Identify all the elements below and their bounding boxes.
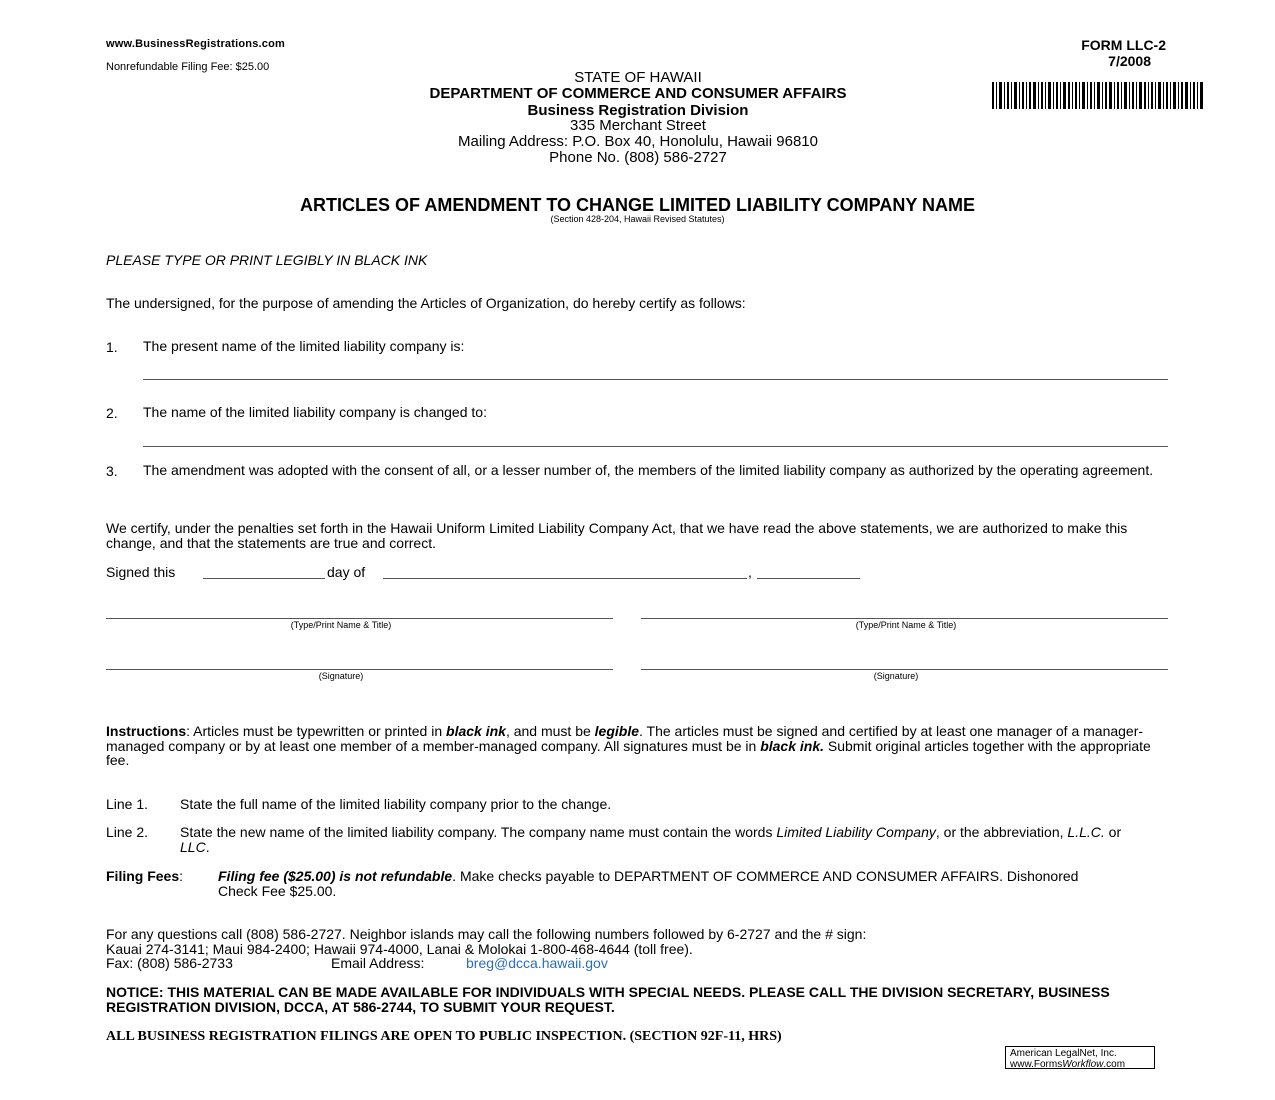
item-number: 2.	[106, 405, 118, 421]
barcode	[990, 82, 1206, 109]
notice-text: NOTICE: THIS MATERIAL CAN BE MADE AVAILABLE FOR INDIVIDUALS WITH SPECIAL NEEDS. PLEASE CALL THE DIVISION SECRETARY, BUSINESS REGISTRATION DIVISION, DCCA, AT 586-2744, TO SUBMIT YOUR REQUEST.	[106, 984, 1110, 1015]
statute-reference: (Section 428-204, Hawaii Revised Statutes)	[550, 214, 725, 224]
form-date: 7/2008	[1108, 53, 1151, 69]
intro-text: The undersigned, for the purpose of amending the Articles of Organization, do hereby certify as follows:	[106, 295, 746, 311]
instructions-emphasis: black ink	[446, 723, 506, 739]
email-label: Email Address:	[331, 955, 425, 971]
item-number: 3.	[106, 463, 118, 479]
fax-number: Fax: (808) 586-2733	[106, 955, 233, 971]
contact-line: For any questions call (808) 586-2727. Neighbor islands may call the following numbers followed by 6-2727 and the # sign:	[106, 926, 867, 942]
page-title: ARTICLES OF AMENDMENT TO CHANGE LIMITED LIABILITY COMPANY NAME	[300, 195, 975, 215]
signature-caption: (Signature)	[318, 671, 364, 681]
division-name: Business Registration Division	[527, 102, 749, 119]
filing-fee-detail: . Make checks payable to DEPARTMENT OF COMMERCE AND CONSUMER AFFAIRS. Dishonored Check Fee $25.00.	[218, 868, 1079, 899]
instructions-emphasis: black ink.	[760, 737, 824, 754]
email-link[interactable]: breg@dcca.hawaii.gov	[466, 955, 608, 971]
publisher-url-part: www.Forms	[1010, 1059, 1063, 1070]
type-print-instruction: PLEASE TYPE OR PRINT LEGIBLY IN BLACK INK	[106, 252, 428, 268]
publisher-url-part: Workflow	[1062, 1059, 1104, 1070]
filing-fees-title: Filing Fees	[106, 868, 180, 884]
instructions-text: , and must be	[505, 723, 595, 739]
line-label: Line 1.	[106, 796, 149, 812]
phone-number: Phone No. (808) 586-2727	[549, 149, 727, 166]
line-text-part: .	[205, 838, 210, 855]
present-name-field[interactable]	[143, 379, 1168, 380]
filing-fees-colon: :	[179, 868, 184, 884]
line-text-emphasis: L.L.C.	[1067, 824, 1105, 840]
line-text-part: , or the abbreviation,	[935, 824, 1068, 840]
line-label: Line 2.	[106, 824, 149, 840]
publisher-box	[1005, 1046, 1155, 1069]
filing-fee-emphasis: Filing fee ($25.00) is not refundable	[218, 868, 453, 884]
form-number: FORM LLC-2	[1081, 37, 1166, 53]
instructions-paragraph	[106, 724, 1166, 768]
state-name: STATE OF HAWAII	[574, 69, 702, 86]
filing-fees-text	[218, 869, 1118, 898]
name-title-field-right[interactable]	[641, 618, 1168, 619]
item-text: The name of the limited liability company is changed to:	[143, 404, 487, 420]
certification-text: We certify, under the penalties set forth in the Hawaii Uniform Limited Liability Company Act, that we have read the above statements, we are authorized to make this change, and that the statements are true and correct.	[106, 520, 1128, 551]
line-text: State the full name of the limited liability company prior to the change.	[180, 796, 612, 812]
instructions-text: . The articles must be signed and certified by at least one manager of a manager-managed company or by at least one member of a member-managed company. All signatures must be in	[106, 723, 1144, 754]
filing-fee-note: Nonrefundable Filing Fee: $25.00	[106, 61, 270, 73]
contact-line: Kauai 274-3141; Maui 984-2400; Hawaii 974-4000, Lanai & Molokai 1-800-468-4644 (toll free).	[106, 941, 693, 957]
day-field[interactable]	[203, 578, 325, 579]
name-title-caption: (Type/Print Name & Title)	[290, 620, 392, 630]
publisher-url	[1010, 1059, 1154, 1070]
publisher-name: American LegalNet, Inc.	[1010, 1048, 1117, 1059]
instructions-text: : Articles must be typewritten or printed in	[186, 723, 447, 739]
item-number: 1.	[106, 339, 118, 355]
instructions-label: Instructions	[106, 723, 187, 739]
new-name-field[interactable]	[143, 446, 1168, 447]
signature-field-left[interactable]	[106, 669, 613, 670]
day-of-label: day of	[327, 564, 366, 580]
item-text: The present name of the limited liability company is:	[143, 338, 465, 354]
department-name: DEPARTMENT OF COMMERCE AND CONSUMER AFFAIRS	[429, 85, 847, 102]
month-field[interactable]	[383, 578, 747, 579]
instructions-emphasis: legible	[594, 723, 640, 739]
item-text: The amendment was adopted with the consent of all, or a lesser number of, the members of the limited liability company as authorized by the operating agreement.	[143, 462, 1154, 478]
website-url: www.BusinessRegistrations.com	[106, 38, 285, 50]
signature-caption: (Signature)	[873, 671, 919, 681]
mailing-address: Mailing Address: P.O. Box 40, Honolulu, Hawaii 96810	[458, 133, 818, 150]
public-inspection-text: ALL BUSINESS REGISTRATION FILINGS ARE OPEN TO PUBLIC INSPECTION. (SECTION 92F-11, HRS)	[106, 1029, 782, 1044]
line-text-part: State the new name of the limited liability company. The company name must contain the words	[180, 824, 777, 840]
street-address: 335 Merchant Street	[570, 117, 706, 134]
date-comma: ,	[748, 564, 752, 580]
line-text	[180, 825, 1130, 854]
form-id	[1000, 37, 1166, 69]
name-title-caption: (Type/Print Name & Title)	[855, 620, 957, 630]
name-title-field-left[interactable]	[106, 618, 613, 619]
line-text-emphasis: Limited Liability Company	[776, 824, 936, 840]
year-field[interactable]	[757, 578, 860, 579]
filing-fees-label	[106, 869, 183, 884]
signed-this-label: Signed this	[106, 564, 176, 580]
line-text-part: or	[1104, 824, 1122, 840]
instructions-text: Submit original articles together with the appropriate fee.	[106, 737, 1151, 768]
signature-field-right[interactable]	[641, 669, 1168, 670]
publisher-url-part: .com	[1103, 1059, 1126, 1070]
line-text-emphasis: LLC	[180, 838, 206, 855]
